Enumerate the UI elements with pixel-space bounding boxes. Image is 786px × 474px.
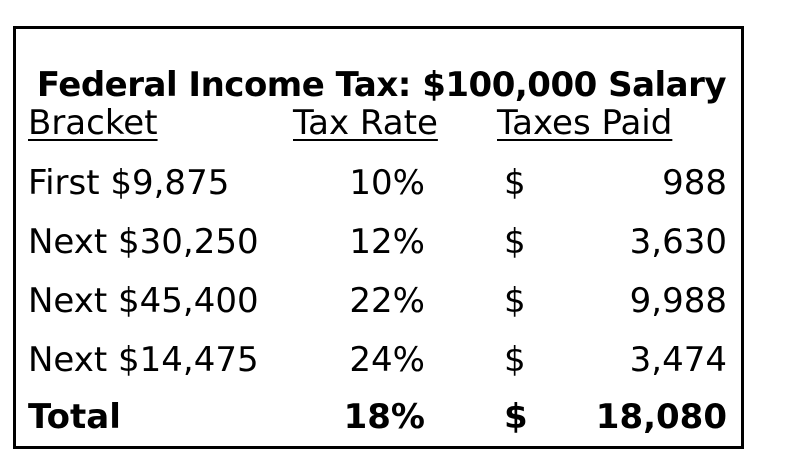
row-bracket: First $9,875 — [28, 163, 230, 203]
total-rate: 18% — [343, 397, 425, 437]
total-paid: 18,080 — [595, 397, 727, 437]
row-currency: $ — [504, 340, 526, 380]
tax-table — [13, 26, 744, 449]
header-tax-rate: Tax Rate — [293, 103, 438, 143]
row-currency: $ — [504, 281, 526, 321]
row-rate: 24% — [349, 340, 425, 380]
row-paid: 3,474 — [629, 340, 727, 380]
row-bracket: Next $45,400 — [28, 281, 259, 321]
header-bracket: Bracket — [28, 103, 158, 143]
row-rate: 12% — [349, 222, 425, 262]
row-paid: 988 — [662, 163, 727, 203]
row-currency: $ — [504, 163, 526, 203]
table-title: Federal Income Tax: $100,000 Salary — [36, 65, 727, 105]
row-currency: $ — [504, 222, 526, 262]
row-paid: 3,630 — [629, 222, 727, 262]
total-currency: $ — [504, 397, 528, 437]
row-rate: 22% — [349, 281, 425, 321]
row-rate: 10% — [349, 163, 425, 203]
row-bracket: Next $30,250 — [28, 222, 259, 262]
row-bracket: Next $14,475 — [28, 340, 259, 380]
total-label: Total — [28, 397, 121, 437]
header-taxes-paid: Taxes Paid — [497, 103, 673, 143]
row-paid: 9,988 — [629, 281, 727, 321]
